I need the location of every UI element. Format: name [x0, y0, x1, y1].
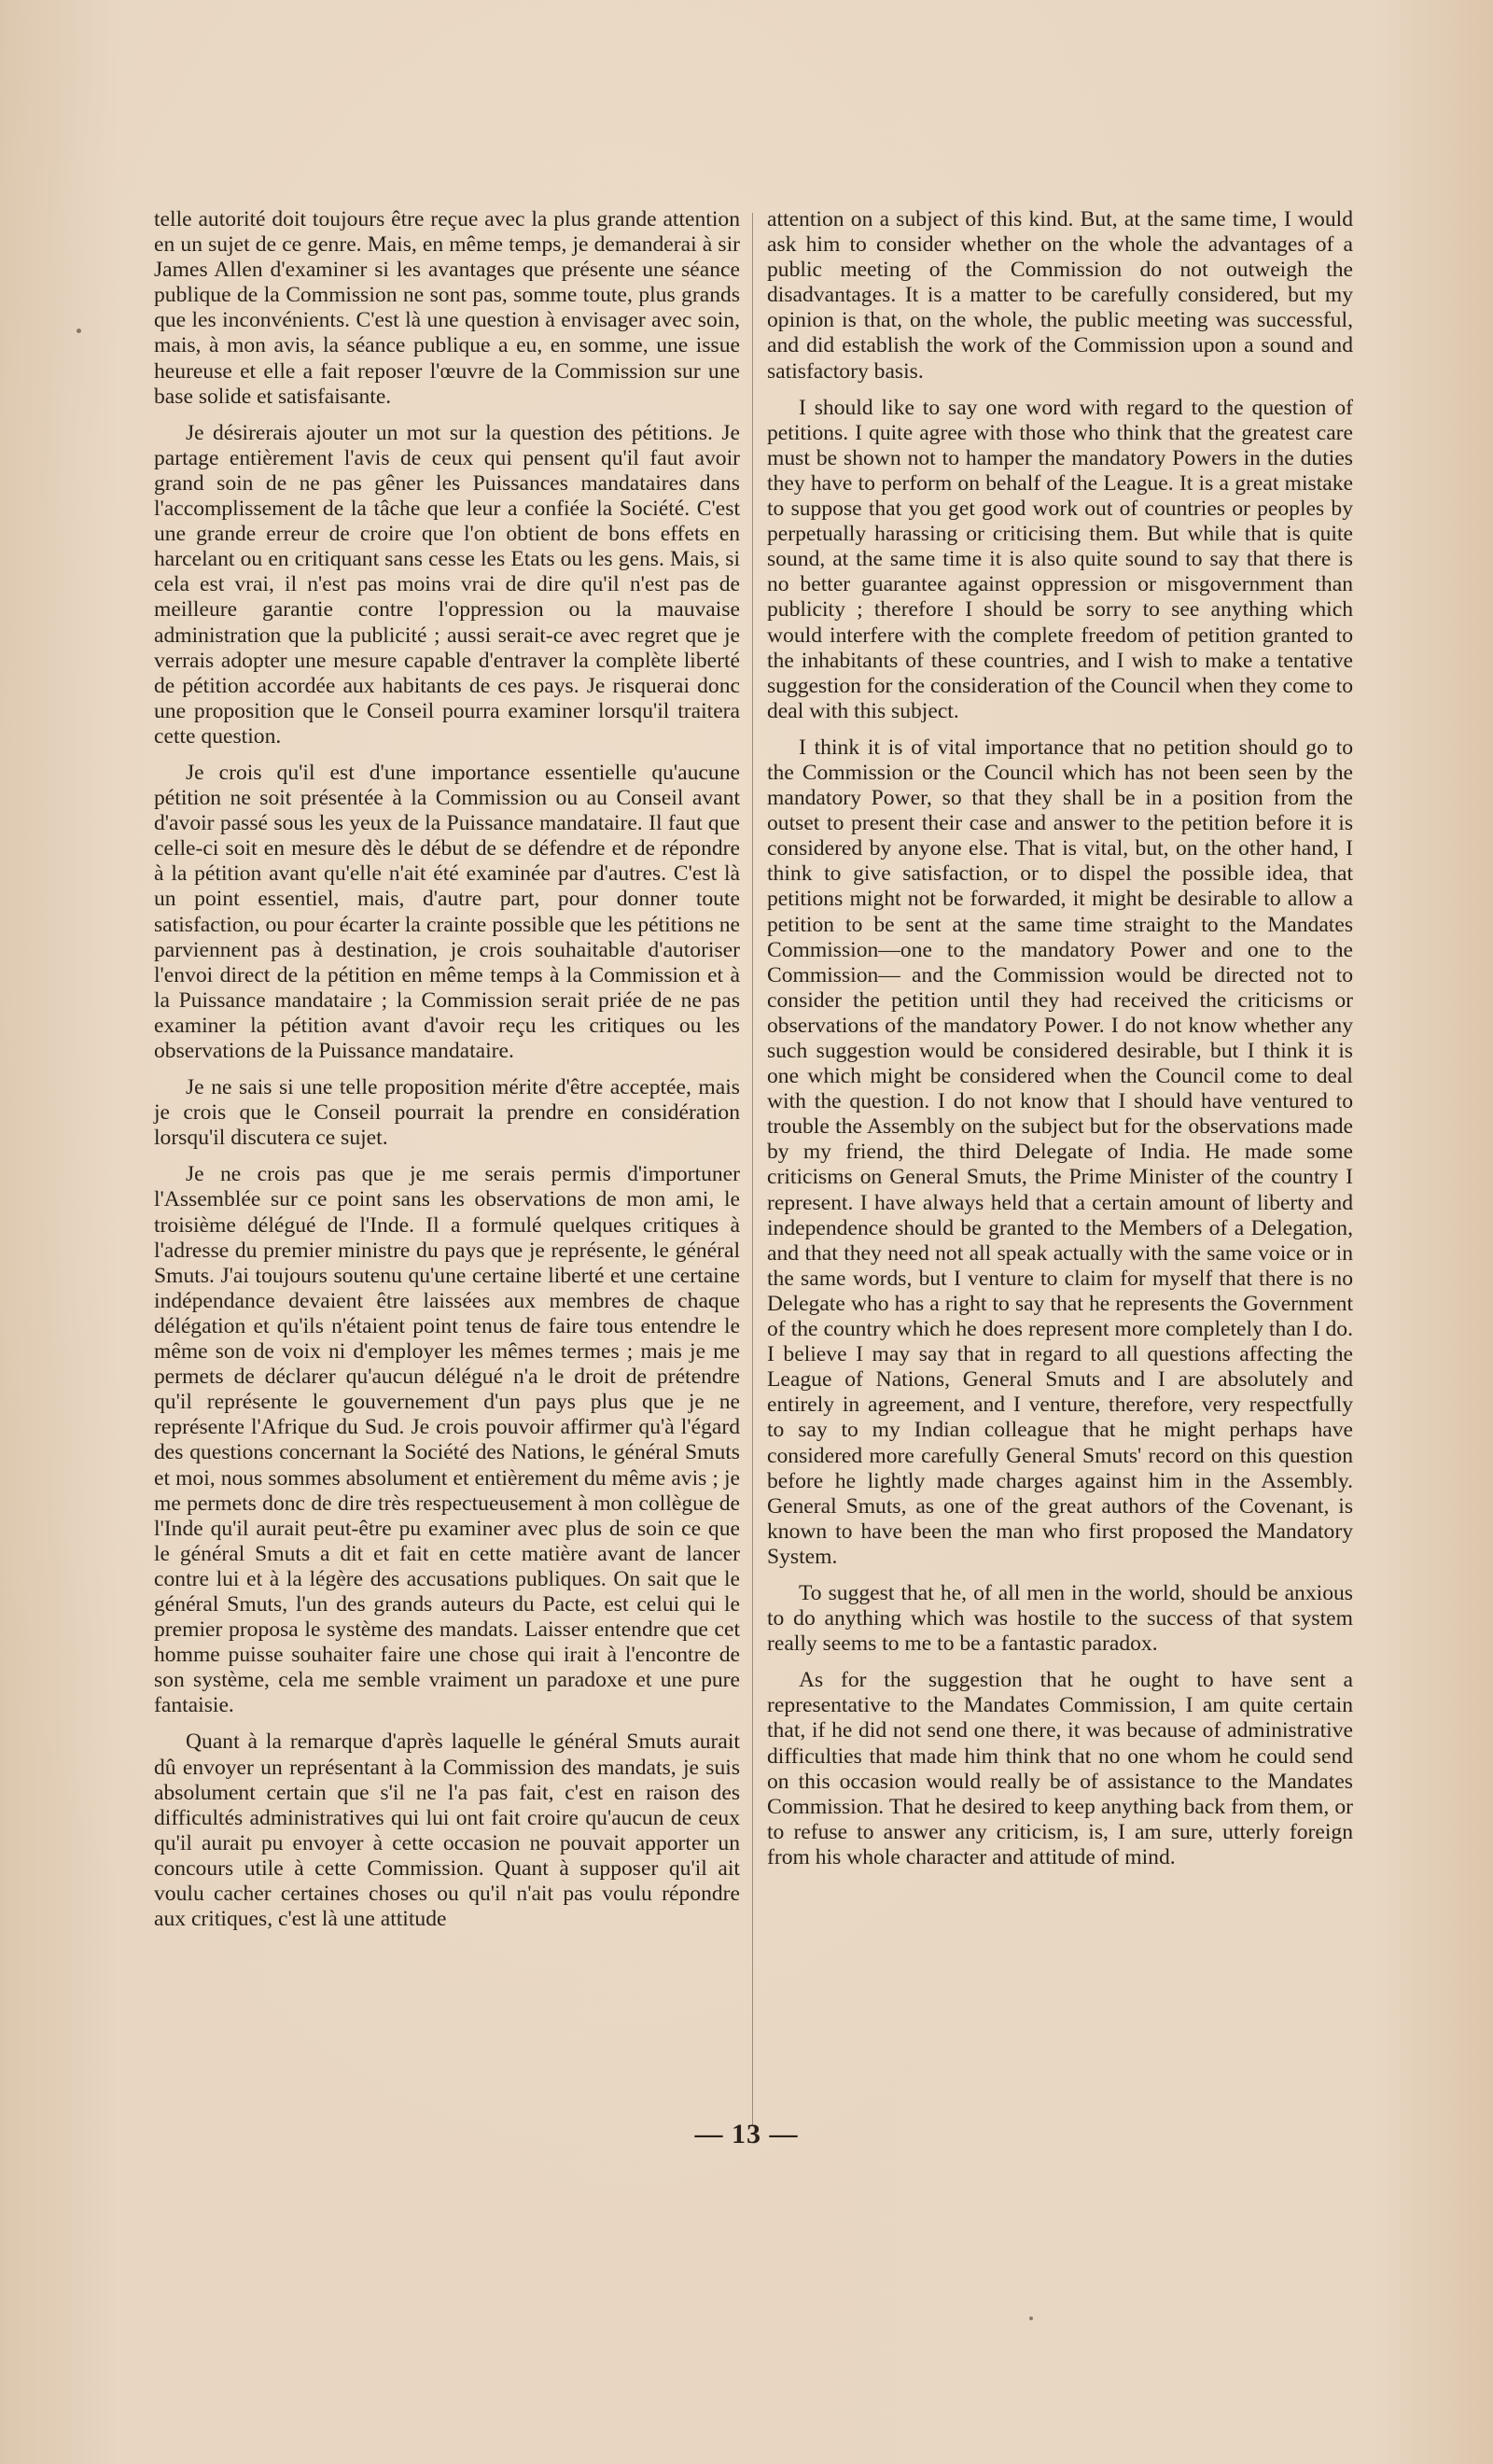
paper-speck	[77, 329, 81, 333]
paper-speck	[1029, 2317, 1033, 2320]
page-number: — 13 —	[694, 2119, 799, 2149]
paragraph: attention on a subject of this kind. But, at the same time, I would ask him to consider whether on the whole the advantages of a public meeting of the Commission do not outweigh the disadvantages. It is a matter to be carefully considered, but my opinion is that, on the whole, the public meeting was successful, and did establish the work of the Commission upon a sound and satisfactory basis.	[767, 207, 1353, 384]
paragraph: Quant à la remarque d'après laquelle le général Smuts aurait dû envoyer un représentant à la Commission des mandats, je suis absolument certain que s'il ne l'a pas fait, c'est en raison des difficultés administratives qui lui ont fait croire qu'aucun de ceux qu'il aurait pu envoyer à cette occasion ne pouvait apporter un concours utile à cette Commission. Quant à supposer qu'il ait voulu cacher certaines choses ou qu'il n'ait pas voulu répondre aux critiques, c'est là une attitude	[154, 1729, 740, 1932]
french-text-column	[154, 207, 740, 1943]
paragraph: Je ne sais si une telle proposition mérite d'être acceptée, mais je crois que le Conseil pourrait la prendre en considération lorsqu'il discutera ce sujet.	[154, 1075, 740, 1151]
paragraph: Je ne crois pas que je me serais permis d'importuner l'Assemblée sur ce point sans les observations de mon ami, le troisième délégué de l'Inde. Il a formulé quelques critiques à l'adresse du premier ministre du pays que je représente, le général Smuts. J'ai toujours soutenu qu'une certaine liberté et une certaine indépendance devaient être laissées aux membres de chaque délégation et qu'ils n'étaient point tenus de faire tous entendre le même son de voix ni d'employer les mêmes termes ; mais je me permets de déclarer qu'aucun délégué n'a le droit de prétendre qu'il représente le gouvernement d'un pays plus que je ne représente l'Afrique du Sud. Je crois pouvoir affirmer qu'à l'égard des questions concernant la Société des Nations, le général Smuts et moi, nous sommes absolument et entièrement du même avis ; je me permets donc de dire très respectueusement à mon collègue de l'Inde qu'il aurait peut-être pu examiner avec plus de soin ce que le général Smuts a dit et fait en cette matière avant de lancer contre lui et à la légère des accusations publiques. On sait que le général Smuts, l'un des grands auteurs du Pacte, est celui qui le premier proposa le système des mandats. Laisser entendre que cet homme puisse souhaiter faire une chose qui irait à l'encontre de son système, cela me semble vraiment un paradoxe et une pure fantaisie.	[154, 1162, 740, 1718]
paragraph: I think it is of vital importance that no petition should go to the Commission or the Council which has not been seen by the mandatory Power, so that they shall be in a position from the outset to present their case and answer to the petition before it is considered by anyone else. That is vital, but, on the other hand, I think to give satisfaction, or to dispel the possible idea, that petitions might not be forwarded, it might be desirable to allow a petition to be sent at the same time straight to the Mandates Commission—one to the mandatory Power and one to the Commission— and the Commission would be directed not to consider the petition until they had received the criticisms or observations of the mandatory Power. I do not know whether any such suggestion would be considered desirable, but I think it is one which might be considered when the Council come to deal with the question. I do not know that I should have ventured to trouble the Assembly on the subject but for the observations made by my friend, the third Delegate of India. He made some criticisms on General Smuts, the Prime Minister of the country I represent. I have always held that a certain amount of liberty and independence should be granted to the Members of a Delegation, and that they need not all speak actually with the same voice or in the same words, but I venture to claim for myself that there is no Delegate who has a right to say that he represents the Government of the country which he does represent more completely than I do. I believe I may say that in regard to all questions affecting the League of Nations, General Smuts and I are absolutely and entirely in agreement, and I venture, therefore, very respectfully to say to my Indian colleague that he might perhaps have considered more carefully General Smuts' record on this question before he lightly made charges against him in the Assembly. General Smuts, as one of the great authors of the Covenant, is known to have been the man who first proposed the Mandatory System.	[767, 735, 1353, 1569]
column-divider	[752, 213, 753, 2126]
paragraph: Je crois qu'il est d'une importance essentielle qu'aucune pétition ne soit présentée à la Commission ou au Conseil avant d'avoir passé sous les yeux de la Puissance mandataire. Il faut que celle-ci soit en mesure dès le début de se défendre et de répondre à la pétition avant qu'elle n'ait été examinée par d'autres. C'est là un point essentiel, mais, d'autre part, pour donner toute satisfaction, ou pour écarter la crainte possible que les pétitions ne parviennent pas à destination, je crois souhaitable d'autoriser l'envoi direct de la pétition en même temps à la Commission et à la Puissance mandataire ; la Commission serait priée de ne pas examiner la pétition avant d'avoir reçu les critiques ou les observations de la Puissance mandataire.	[154, 760, 740, 1063]
paragraph: I should like to say one word with regard to the question of petitions. I quite agree with those who think that the greatest care must be shown not to hamper the mandatory Powers in the duties they have to perform on behalf of the League. It is a great mistake to suppose that you get good work out of countries or peoples by perpetually harassing or criticising them. But while that is quite sound, at the same time it is also quite sound to say that there is no better guarantee against oppression or misgovernment than publicity ; therefore I should be sorry to see anything which would interfere with the complete freedom of petition granted to the inhabitants of these countries, and I wish to make a tentative suggestion for the consideration of the Council when they come to deal with this subject.	[767, 395, 1353, 723]
paragraph: As for the suggestion that he ought to have sent a representative to the Mandates Commission, I am quite certain that, if he did not send one there, it was because of administrative difficulties that made him think that no one whom he could send on this occasion would really be of assistance to the Mandates Commission. That he desired to keep anything back from them, or to refuse to answer any criticism, is, I am sure, utterly foreign from his whole character and attitude of mind.	[767, 1668, 1353, 1869]
paragraph: Je désirerais ajouter un mot sur la question des pétitions. Je partage entièrement l'avis de ceux qui pensent qu'il faut avoir grand soin de ne pas gêner les Puissances mandataires dans l'accomplissement de la tâche que leur a confiée la Société. C'est une grande erreur de croire que l'on obtient de bons effets en harcelant ou en critiquant sans cesse les Etats ou les gens. Mais, si cela est vrai, il n'est pas moins vrai de dire qu'il n'est pas de meilleure garantie contre l'oppression ou la mauvaise administration que la publicité ; aussi serait-ce avec regret que je verrais adopter une mesure capable d'entraver la complète liberté de pétition accordée aux habitants de ces pays. Je risquerai donc une proposition que le Conseil pourra examiner lorsqu'il traitera cette question.	[154, 420, 740, 749]
paragraph: To suggest that he, of all men in the world, should be anxious to do anything which was hostile to the success of that system really seems to me to be a fantastic paradox.	[767, 1580, 1353, 1657]
english-text-column	[767, 207, 1353, 1882]
paragraph: telle autorité doit toujours être reçue avec la plus grande attention en un sujet de ce genre. Mais, en même temps, je demanderai à sir James Allen d'examiner si les avantages que présente une séance publique de la Commission ne sont pas, somme toute, plus grands que les inconvénients. C'est là une question à envisager avec soin, mais, à mon avis, la séance publique a eu, en somme, une issue heureuse et elle a fait reposer l'œuvre de la Commission sur une base solide et satisfaisante.	[154, 207, 740, 409]
